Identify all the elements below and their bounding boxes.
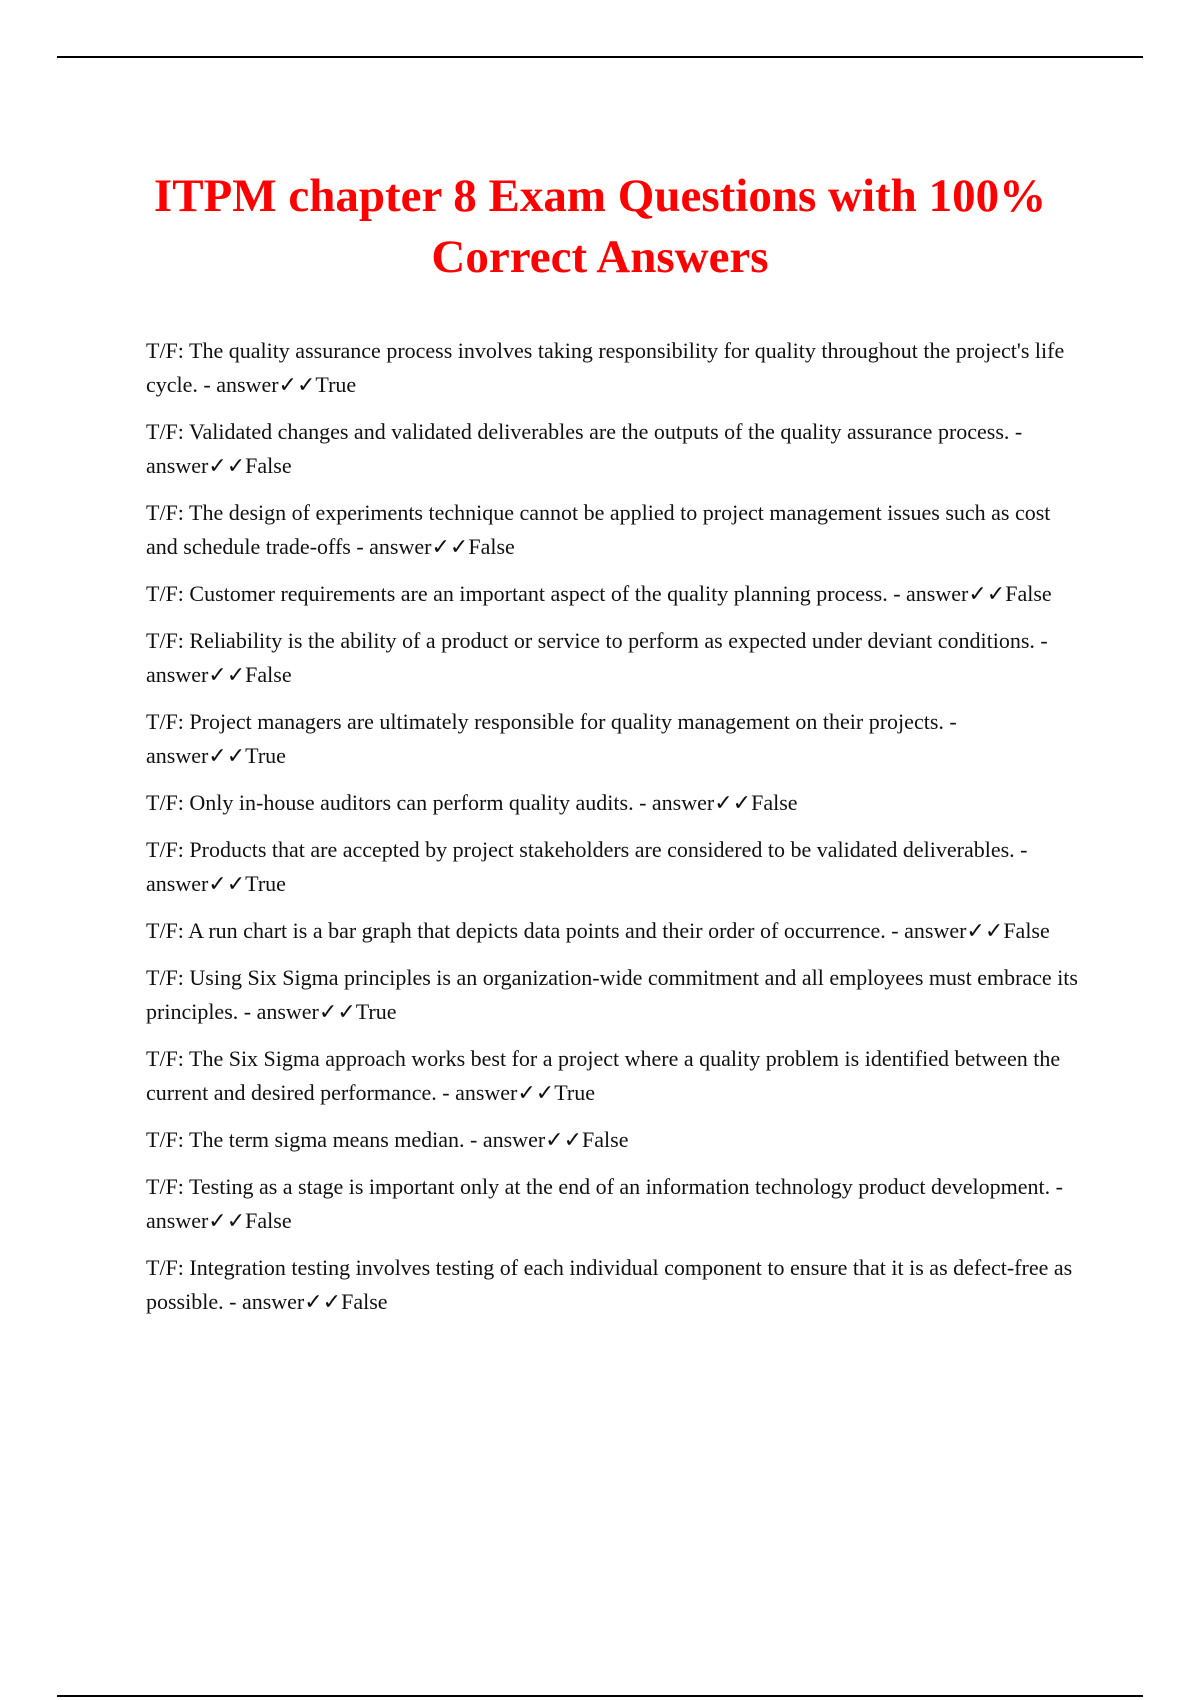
- question-text: T/F: The quality assurance process involves taking responsibility for quality throughout the project's life cycle. - answer✓✓: [146, 338, 1065, 397]
- question-text: T/F: Validated changes and validated deliverables are the outputs of the quality assurance process. - answer✓✓: [146, 419, 1023, 478]
- question-text: T/F: The Six Sigma approach works best for a project where a quality problem is identified between the current and desired performance. - answer✓✓: [146, 1046, 1061, 1105]
- qa-item-3: [146, 496, 1086, 564]
- answer-value: False: [245, 662, 292, 687]
- question-text: T/F: Using Six Sigma principles is an organization-wide commitment and all employees must embrace its principles. - answer✓✓: [146, 965, 1078, 1024]
- question-text: T/F: Only in-house auditors can perform quality audits. - answer✓✓: [146, 790, 752, 815]
- qa-item-6: [146, 705, 1086, 773]
- answer-value: False: [468, 534, 515, 559]
- qa-item-10: [146, 961, 1086, 1029]
- answer-value: True: [554, 1080, 596, 1105]
- qa-item-7: [146, 786, 1086, 820]
- answer-value: True: [245, 743, 286, 768]
- answer-value: False: [1005, 581, 1052, 606]
- answer-value: False: [582, 1127, 629, 1152]
- qa-item-8: [146, 833, 1086, 901]
- qa-item-1: [146, 334, 1086, 402]
- answer-value: False: [751, 790, 798, 815]
- qa-item-5: [146, 624, 1086, 692]
- question-text: T/F: The term sigma means median. - answer✓✓: [146, 1127, 583, 1152]
- answer-value: False: [341, 1289, 388, 1314]
- question-text: T/F: A run chart is a bar graph that depicts data points and their order of occurrence. - answer✓✓: [146, 918, 1004, 943]
- answer-value: False: [245, 1208, 292, 1233]
- question-text: T/F: Project managers are ultimately responsible for quality management on their projects. - answer✓✓: [146, 709, 957, 768]
- question-text: T/F: Testing as a stage is important only at the end of an information technology product development. - answer✓✓: [146, 1174, 1063, 1233]
- answer-value: True: [245, 871, 286, 896]
- qa-item-13: [146, 1170, 1086, 1238]
- qa-item-2: [146, 415, 1086, 483]
- qa-item-14: [146, 1251, 1086, 1319]
- qa-item-9: [146, 914, 1086, 948]
- qa-item-12: [146, 1123, 1086, 1157]
- answer-value: False: [1003, 918, 1050, 943]
- answer-value: True: [315, 372, 357, 397]
- qa-item-4: [146, 577, 1086, 611]
- question-text: T/F: Integration testing involves testing of each individual component to ensure that it is as defect-free as possible. - answer✓✓: [146, 1255, 1073, 1314]
- question-text: T/F: The design of experiments technique cannot be applied to project management issues such as cost and schedule trade-offs - answer✓✓: [146, 500, 1051, 559]
- question-text: T/F: Products that are accepted by project stakeholders are considered to be validated deliverables. - answer✓✓: [146, 837, 1028, 896]
- question-text: T/F: Reliability is the ability of a product or service to perform as expected under deviant conditions. - answer✓✓: [146, 628, 1048, 687]
- qa-item-11: [146, 1042, 1086, 1110]
- question-list: [146, 334, 1086, 1332]
- bottom-rule: [57, 1695, 1143, 1697]
- answer-value: True: [355, 999, 397, 1024]
- question-text: T/F: Customer requirements are an important aspect of the quality planning process. - answer✓✓: [146, 581, 1006, 606]
- answer-value: False: [245, 453, 292, 478]
- top-rule: [57, 56, 1143, 58]
- document-title: ITPM chapter 8 Exam Questions with 100% Correct Answers: [153, 170, 1047, 283]
